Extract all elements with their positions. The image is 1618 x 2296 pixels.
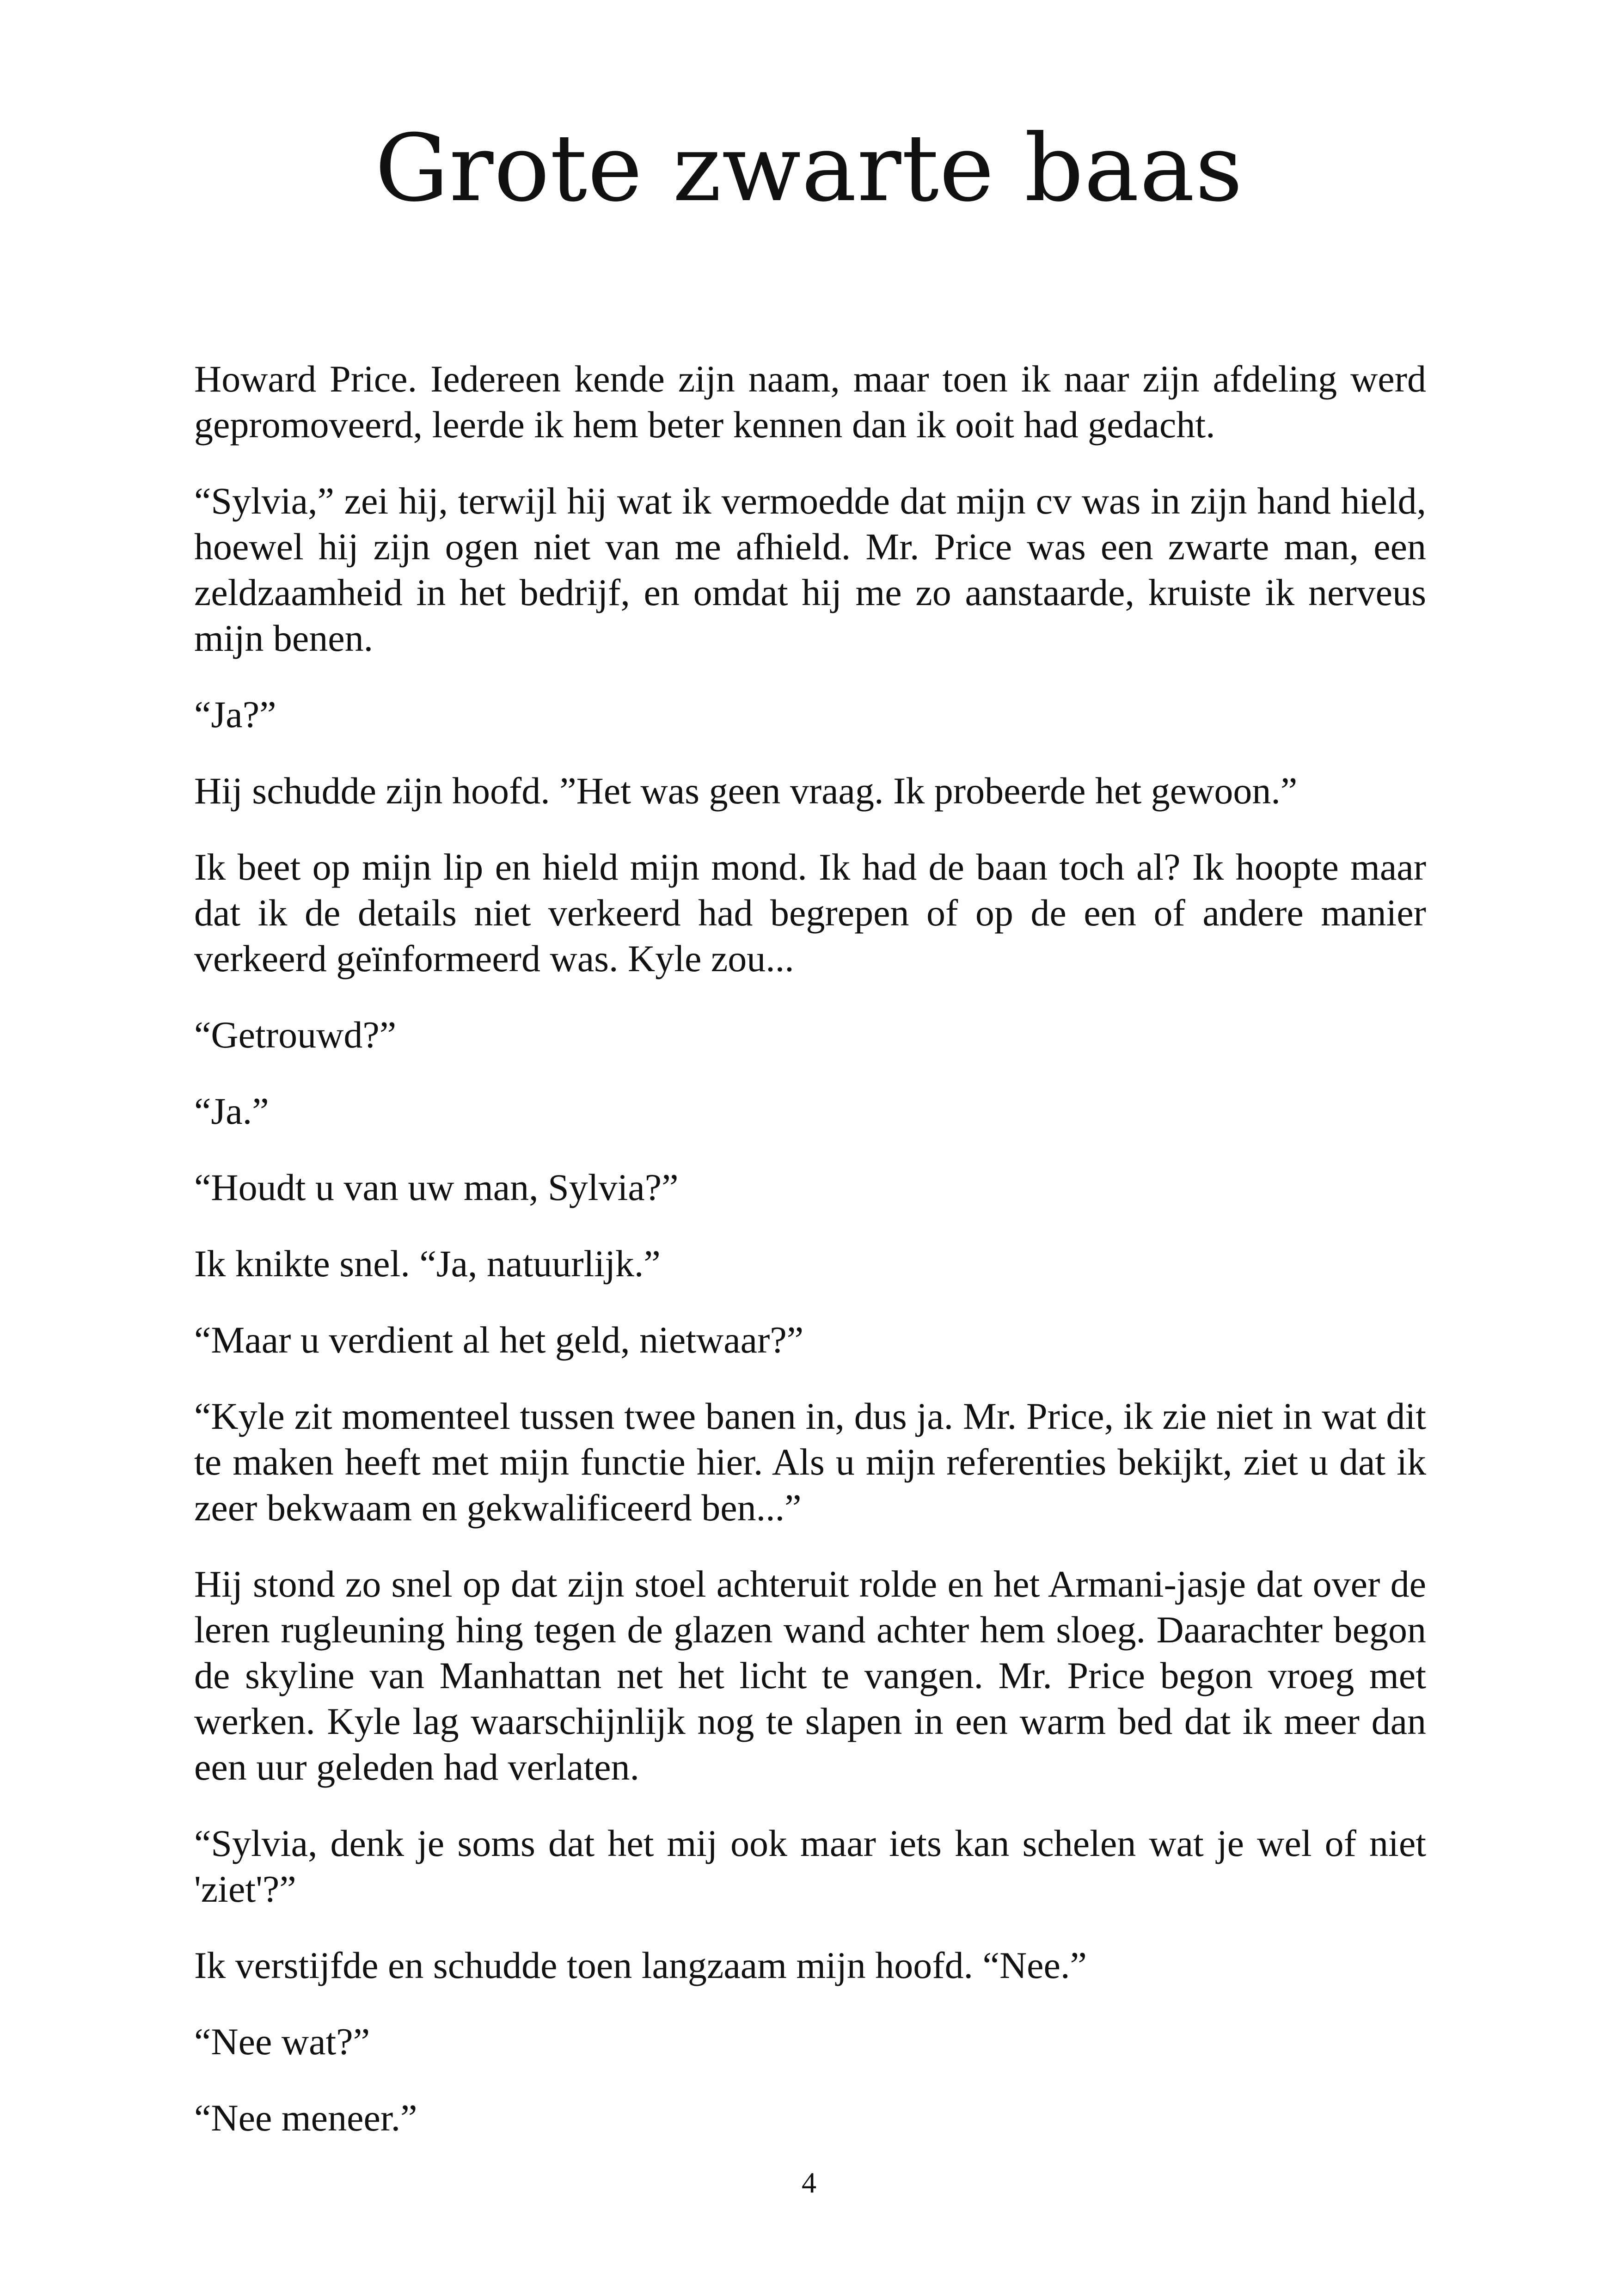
paragraph: Hij stond zo snel op dat zijn stoel achteruit rolde en het Armani-jasje dat over de leren rugleuning hing tegen de glazen wand achter hem sloeg. Daarachter begon de skyline van Manhattan net het licht te vangen. Mr. Price begon vroeg met werken. Kyle lag waarschijnlijk nog te slapen in een warm bed dat ik meer dan een uur geleden had verlaten. <box>194 1563 1426 1788</box>
paragraph: “Sylvia,” zei hij, terwijl hij wat ik vermoedde dat mijn cv was in zijn hand hield, hoewel hij zijn ogen niet van me afhield. Mr. Price was een zwarte man, een zeldzaamheid in het bedrijf, en omdat hij me zo aanstaarde, kruiste ik nerveus mijn benen. <box>194 480 1426 659</box>
paragraph: “Sylvia, denk je soms dat het mij ook maar iets kan schelen wat je wel of niet 'ziet'?” <box>194 1822 1426 1910</box>
paragraph: Hij schudde zijn hoofd. ”Het was geen vraag. Ik probeerde het gewoon.” <box>194 770 1298 812</box>
page-number: 4 <box>802 2166 816 2199</box>
paragraph: Howard Price. Iedereen kende zijn naam, maar toen ik naar zijn afdeling werd gepromoveerd, leerde ik hem beter kennen dan ik ooit had gedacht. <box>194 358 1426 446</box>
paragraph: Ik beet op mijn lip en hield mijn mond. Ik had de baan toch al? Ik hoopte maar dat ik de details niet verkeerd had begrepen of op de een of andere manier verkeerd geïnformeerd was. Kyle zou... <box>194 846 1426 980</box>
chapter-title: Grote zwarte baas <box>375 115 1243 222</box>
paragraph: “Maar u verdient al het geld, nietwaar?” <box>194 1319 804 1361</box>
paragraph: “Kyle zit momenteel tussen twee banen in, dus ja. Mr. Price, ik zie niet in wat dit te maken heeft met mijn functie hier. Als u mijn referenties bekijkt, ziet u dat ik zeer bekwaam en gekwalificeerd ben...” <box>194 1395 1426 1529</box>
paragraph: “Nee meneer.” <box>194 2097 417 2139</box>
paragraph: “Getrouwd?” <box>194 1014 397 1056</box>
body-text <box>194 356 1426 2171</box>
paragraph: “Nee wat?” <box>194 2020 370 2063</box>
paragraph: Ik knikte snel. “Ja, natuurlijk.” <box>194 1243 661 1285</box>
paragraph: Ik verstijfde en schudde toen langzaam mijn hoofd. “Nee.” <box>194 1944 1087 1986</box>
paragraph: “Ja.” <box>194 1090 269 1132</box>
paragraph: “Houdt u van uw man, Sylvia?” <box>194 1166 679 1208</box>
paragraph: “Ja?” <box>194 693 276 735</box>
